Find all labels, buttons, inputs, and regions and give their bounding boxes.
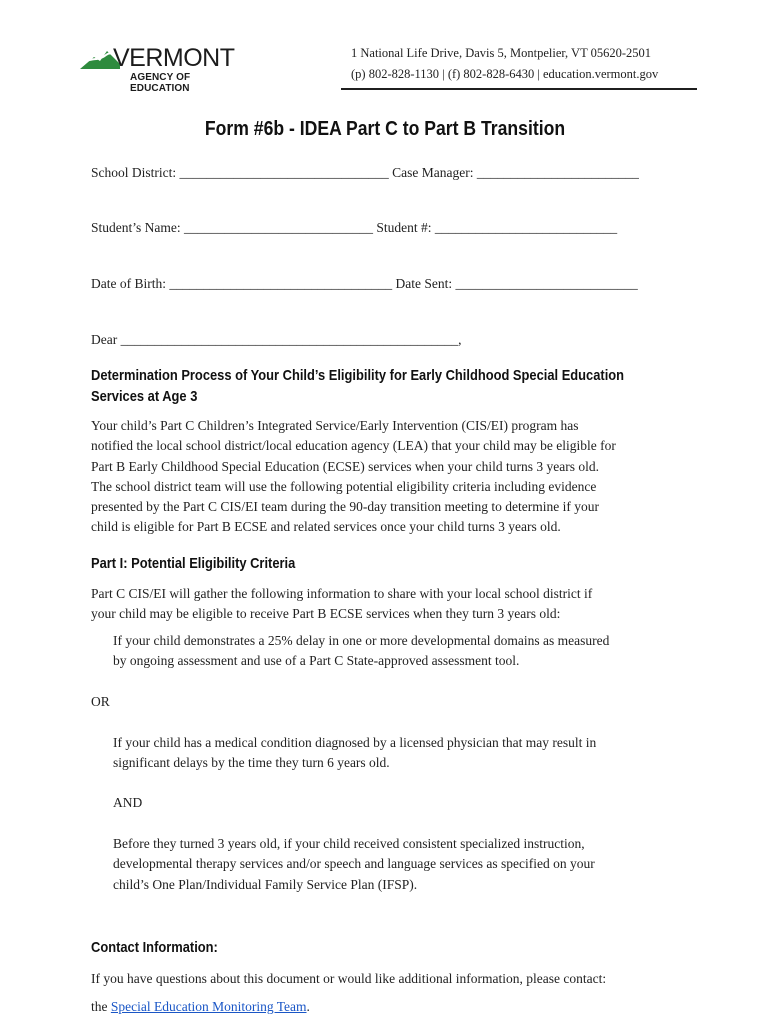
vermont-aoe-logo bbox=[80, 44, 250, 94]
dear-salutation-field[interactable]: Dear __________________________________________________, bbox=[91, 332, 462, 347]
or-label: OR bbox=[91, 694, 110, 709]
contact-link-line bbox=[91, 997, 310, 1017]
logo-wordmark: VERMONT bbox=[113, 44, 235, 72]
paragraph-line: significant delays by the time they turn 6 years old. bbox=[113, 755, 390, 771]
contact-suffix: . bbox=[306, 999, 310, 1014]
paragraph-line: If your child has a medical condition diagnosed by a licensed physician that may result in bbox=[113, 735, 597, 750]
contact-line: (p) 802-828-1130 | (f) 802-828-6430 | education.vermont.gov bbox=[351, 67, 659, 81]
paragraph-line: notified the local school district/local education agency (LEA) that your child may be eligible for bbox=[91, 438, 616, 454]
student-name-number-field[interactable]: Student’s Name: ____________________________ Student #: ___________________________ bbox=[91, 220, 618, 235]
paragraph-line: The school district team will use the following potential eligibility criteria including evidence bbox=[91, 478, 597, 494]
part-i-intro bbox=[91, 584, 592, 625]
paragraph-line: developmental therapy services and/or speech and language services as specified on your bbox=[113, 856, 595, 872]
criterion-medical bbox=[113, 733, 596, 774]
paragraph-line: child’s One Plan/Individual Family Service Plan (IFSP). bbox=[113, 876, 418, 892]
criterion-services bbox=[113, 834, 595, 895]
contact-prefix: the bbox=[91, 999, 111, 1014]
paragraph-line: If your child demonstrates a 25% delay in one or more developmental domains as measured bbox=[113, 633, 610, 648]
paragraph-line: Before they turned 3 years old, if your child received consistent specialized instruction, bbox=[113, 836, 585, 851]
address-line: 1 National Life Drive, Davis 5, Montpelier, VT 05620-2501 bbox=[351, 46, 652, 60]
contact-heading: Contact Information: bbox=[91, 939, 218, 956]
special-education-monitoring-link[interactable]: Special Education Monitoring Team bbox=[110, 999, 307, 1014]
paragraph-line: your child may be eligible to receive Part B ECSE services when they turn 3 years old: bbox=[91, 606, 561, 622]
part-i-heading: Part I: Potential Eligibility Criteria bbox=[91, 555, 296, 572]
paragraph-line: Part C CIS/EI will gather the following information to share with your local school district if bbox=[91, 586, 593, 601]
contact-line: If you have questions about this document or would like additional information, please contact: bbox=[91, 971, 607, 986]
determination-paragraph bbox=[91, 416, 616, 538]
paragraph-line: by ongoing assessment and use of a Part C State-approved assessment tool. bbox=[113, 653, 520, 669]
paragraph-line: child is eligible for Part B ECSE and related services once your child turns 3 years old. bbox=[91, 519, 561, 535]
paragraph-line: Part B Early Childhood Special Education (ECSE) services when your child turns 3 years old. bbox=[91, 458, 600, 474]
header-divider bbox=[341, 88, 697, 90]
logo-subtitle: AGENCY OF EDUCATION bbox=[130, 72, 191, 94]
section-heading: Determination Process of Your Child’s Eligibility for Early Childhood Special Education bbox=[91, 367, 625, 384]
date-birth-sent-field[interactable]: Date of Birth: _________________________________ Date Sent: ___________________________ bbox=[91, 276, 638, 291]
section-heading-cont: Services at Age 3 bbox=[91, 388, 198, 405]
school-district-case-manager-field[interactable]: School District: _______________________________ Case Manager: ________________________ bbox=[91, 165, 639, 180]
criterion-delay bbox=[113, 631, 609, 672]
paragraph-line: presented by the Part C CIS/EI team during the 90-day transition meeting to determine if your bbox=[91, 499, 600, 515]
form-title: Form #6b - IDEA Part C to Part B Transition bbox=[204, 118, 566, 140]
paragraph-line: Your child’s Part C Children’s Integrated Service/Early Intervention (CIS/EI) program has bbox=[91, 418, 579, 433]
and-label: AND bbox=[113, 795, 143, 810]
